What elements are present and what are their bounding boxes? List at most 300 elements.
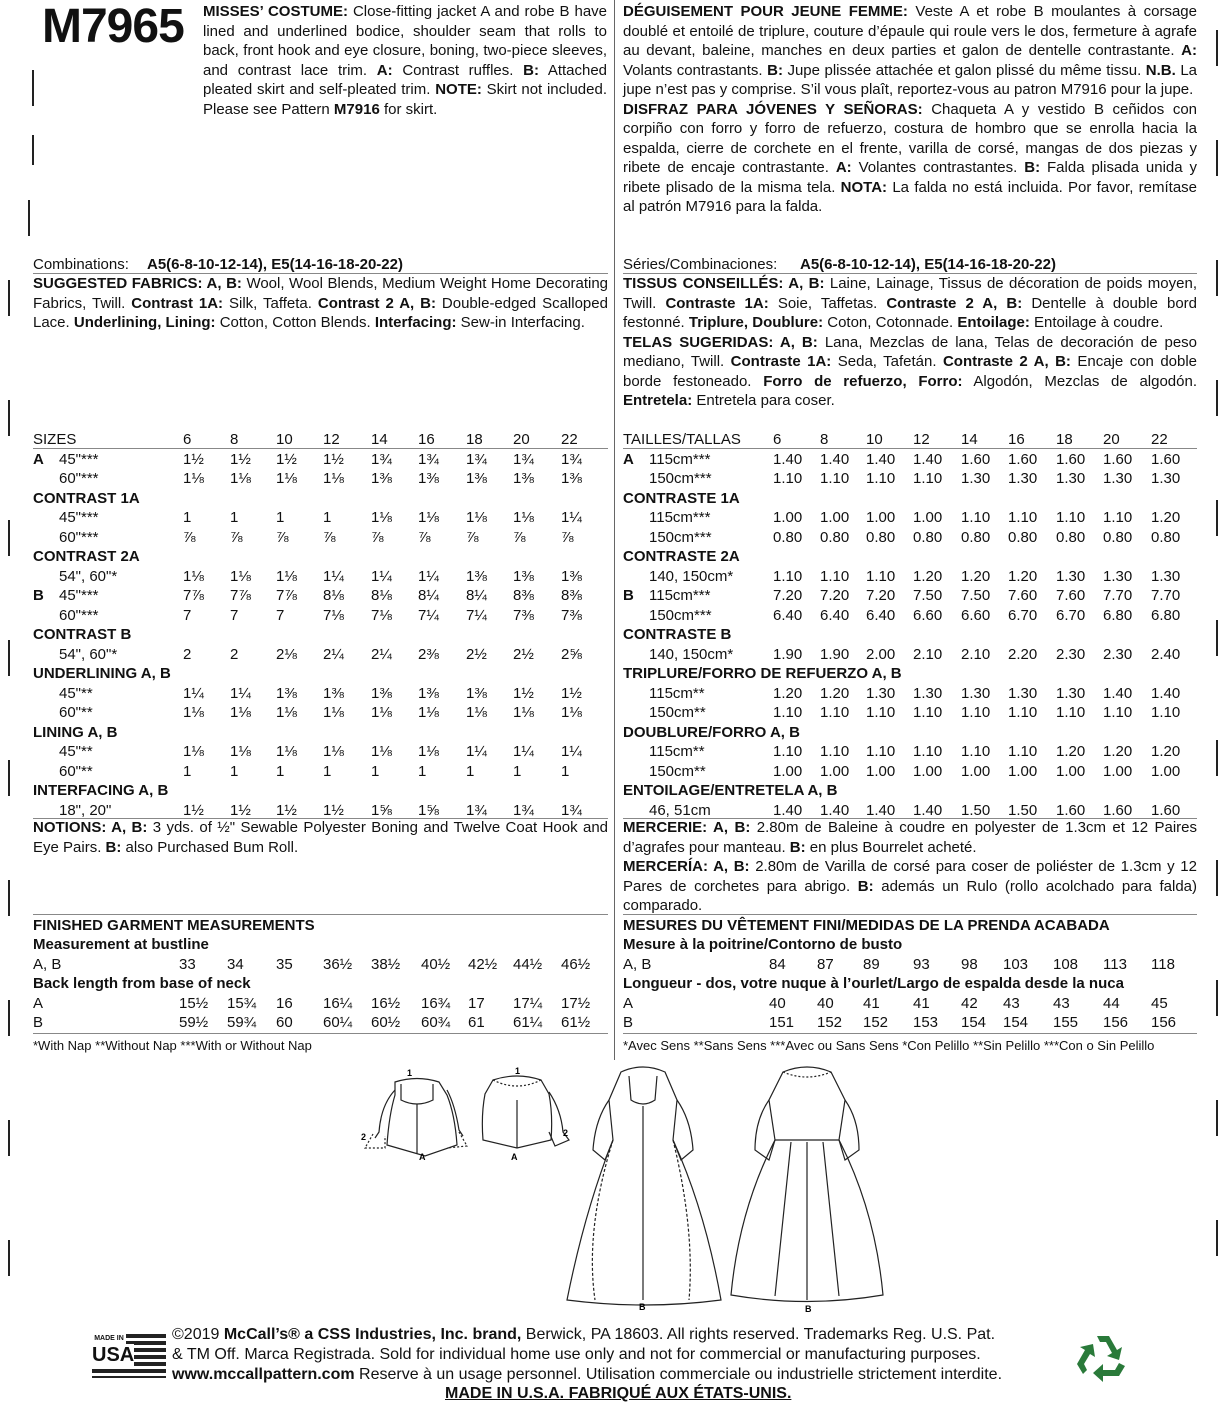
en-yardage-cell: 1½ bbox=[323, 801, 344, 819]
en-fabrics: SUGGESTED FABRICS: A, B: Wool, Wool Blends, Medium Weight Home Decorating Fabrics, Twill. Contrast 1A: Silk, Taffeta. Contrast 2 A, B: Double-edged Scalloped Lace. Underlining, Lining: Cotton, Cotton Blends. Interfacing: Sew-in Interfacing. bbox=[33, 275, 609, 331]
en-yardage-cell: 1⅛ bbox=[466, 509, 487, 526]
fr-yardage-cell: 0.80 bbox=[961, 528, 991, 546]
fr-yardage-cell: 1.20 bbox=[1151, 743, 1181, 760]
fr-yardage-cell: 1.00 bbox=[866, 509, 896, 526]
footer-line-2: & TM Off. Marca Registrada. Sold for individual home use only and not for commercial or manufacturing purposes. bbox=[172, 1346, 981, 1363]
en-yardage-cell: 1⅜ bbox=[371, 470, 392, 487]
en-yardage-cell: 1⅛ bbox=[513, 704, 534, 721]
fr-yardage-cell: 1.60 bbox=[1151, 801, 1181, 819]
en-measure-cell: 33 bbox=[179, 956, 196, 973]
en-yardage-cell: 1⅛ bbox=[276, 567, 297, 585]
fr-yardage-row: 150cm*** 0.80 0.80 0.80 0.80 0.80 0.80 0.80 0.80 0.80 bbox=[649, 528, 1181, 546]
en-size-12: 12 bbox=[323, 431, 340, 448]
en-yardage-cell: 1½ bbox=[323, 450, 344, 468]
fr-yardage-cell: 7.20 bbox=[773, 587, 803, 604]
recycle-icon bbox=[1075, 1330, 1131, 1386]
en-yardage-cell: 1 bbox=[276, 762, 285, 780]
en-yardage-row: 60"*** 7 7 7 7⅛ 7⅛ 7¼ 7¼ 7⅜ 7⅜ bbox=[59, 606, 582, 624]
fr-yardage-cell: 1.90 bbox=[773, 645, 803, 663]
en-yardage-cell: 1 bbox=[418, 762, 427, 780]
fr-yardage-cell: 2.20 bbox=[1008, 645, 1038, 663]
en-fabric-heading: INTERFACING A, B bbox=[33, 782, 169, 799]
en-yardage-cell: 8⅛ bbox=[371, 587, 392, 604]
en-yardage-row: 45"*** 1 1 1 1 1⅛ 1⅛ 1⅛ 1⅛ 1¼ bbox=[59, 509, 582, 526]
fr-yardage-cell: 6.40 bbox=[773, 606, 803, 624]
en-yardage-cell: 1⅛ bbox=[371, 704, 392, 721]
fr-yardage-cell: 1.20 bbox=[820, 684, 850, 702]
fr-yardage-row: 150cm*** 1.10 1.10 1.10 1.10 1.30 1.30 1.30 1.30 1.30 bbox=[649, 470, 1181, 487]
fr-yardage-cell: 1.30 bbox=[1008, 470, 1038, 487]
fr-fabric-heading: TRIPLURE/FORRO DE REFUERZO A, B bbox=[623, 665, 902, 682]
fr-yardage-cell: 2.00 bbox=[866, 645, 896, 663]
fr-yardage-cell: 1.10 bbox=[961, 704, 991, 721]
fr-yardage-cell: 6.60 bbox=[913, 606, 943, 624]
en-yardage-cell: 2¼ bbox=[371, 645, 392, 663]
en-yardage-cell: 7⅞ bbox=[230, 587, 251, 604]
en-yardage-cell: 1 bbox=[561, 762, 570, 780]
fr-measure-cell: 40 bbox=[769, 995, 786, 1012]
en-yardage-cell: 1¾ bbox=[513, 450, 534, 468]
en-yardage-cell: 7⅜ bbox=[513, 606, 534, 624]
fr-yardage-cell: 6.80 bbox=[1103, 606, 1133, 624]
fr-size-12: 12 bbox=[913, 431, 930, 448]
fr-yardage-cell: 1.10 bbox=[1103, 509, 1133, 526]
en-size-16: 16 bbox=[418, 431, 435, 448]
fr-yardage-cell: 2.30 bbox=[1103, 645, 1133, 663]
fr-yardage-cell: 1.40 bbox=[913, 450, 943, 468]
en-size-8: 8 bbox=[230, 431, 239, 448]
fr-fabric-heading: DOUBLURE/FORRO A, B bbox=[623, 723, 800, 741]
fr-yardage-cell: 1.00 bbox=[820, 509, 850, 526]
en-yardage-cell: 1⅛ bbox=[230, 470, 251, 487]
en-yardage-cell: 1⅜ bbox=[466, 567, 487, 585]
fr-measure-cell: 151 bbox=[769, 1014, 795, 1031]
fr-size-18: 18 bbox=[1056, 431, 1073, 448]
fr-yardage-cell: 1.40 bbox=[866, 801, 896, 819]
fr-yardage-cell: 0.80 bbox=[1103, 528, 1133, 546]
fr-yardage-cell: 2.30 bbox=[1056, 645, 1086, 663]
fr-measure-cell: 153 bbox=[913, 1014, 939, 1031]
fr-measure-cell: 84 bbox=[769, 956, 786, 973]
fr-yardage-row: B 115cm*** 7.20 7.20 7.20 7.50 7.50 7.60 7.60 7.70 7.70 bbox=[623, 587, 1181, 604]
fr-yardage-row: 115cm*** 1.00 1.00 1.00 1.00 1.10 1.10 1.10 1.10 1.20 bbox=[649, 509, 1181, 526]
en-measure-cell: 59½ bbox=[179, 1014, 209, 1031]
en-yardage-cell: 7⅞ bbox=[183, 587, 204, 604]
en-sizes-header bbox=[33, 430, 608, 450]
en-yardage-cell: 1⅝ bbox=[371, 801, 392, 819]
en-yardage-cell: 1¾ bbox=[418, 450, 439, 468]
en-yardage-cell: 1½ bbox=[183, 450, 204, 468]
fr-yardage-row: 140, 150cm* 1.10 1.10 1.10 1.20 1.20 1.20 1.30 1.30 1.30 bbox=[649, 567, 1181, 585]
en-yardage-cell: 1⅛ bbox=[323, 470, 344, 487]
fr-yardage-cell: 1.10 bbox=[1103, 704, 1133, 721]
en-yardage-cell: 1⅛ bbox=[561, 704, 582, 721]
fr-measure-cell: 113 bbox=[1103, 956, 1127, 973]
fr-back-b-row: B 151 152 152 153 154 154 155 156 156 bbox=[623, 1014, 1177, 1031]
en-yardage-cell: 1⅜ bbox=[418, 684, 439, 702]
en-yardage-cell: 2½ bbox=[466, 645, 487, 663]
en-yardage-cell: ⅞ bbox=[323, 528, 336, 546]
fr-yardage-cell: 1.30 bbox=[961, 684, 991, 702]
usa-text: USA bbox=[92, 1344, 135, 1366]
fr-measure-cell: 43 bbox=[1003, 995, 1020, 1012]
fr-es-description: DÉGUISEMENT POUR JEUNE FEMME: Veste A et robe B moulantes à corsage doublé et entoilé de triplure, couture d’épaule qui roule vers le dos, fermeture à agrafe au devant, baleine, manches en deux parties et galon de dentelle contrastante. A: Volants contrastants. B: Jupe plissée attachée et galon plissé du même tissu. N.B. La jupe n’est pas y comprise. S’il vous plaît, reportez-vous au patron M7916 pour la jupe. DISFRAZ PARA JÓVENES Y SEÑORAS: Chaqueta A y vestido B ceñidos con corpiño con forro y forro de refuerzo, costura de hombro que se enrolla hacia la espalda, cierre de corchete en el frente, varilla de corsé, mangas de dos piezas y ribete de encaje contrastante. A: Volantes contrastantes. B: Falda plisada unida y ribete plisado de la misma tela. NOTA: La falda no está incluida. Por favor, remítase al patrón M7916 para la falda. bbox=[623, 3, 1198, 215]
fr-yardage-cell: 0.80 bbox=[820, 528, 850, 546]
fr-measure-cell: 156 bbox=[1151, 1014, 1177, 1031]
fr-yardage-cell: 6.70 bbox=[1008, 606, 1038, 624]
en-yardage-cell: 1¼ bbox=[418, 567, 439, 585]
en-yardage-cell: 1 bbox=[371, 762, 380, 780]
en-fabric-heading: CONTRAST 2A bbox=[33, 548, 140, 565]
en-measure-cell: 15½ bbox=[179, 995, 209, 1012]
fr-yardage-cell: 6.80 bbox=[1151, 606, 1181, 624]
fr-measure-cell: 45 bbox=[1151, 995, 1168, 1012]
fr-yardage-cell: 1.90 bbox=[820, 645, 850, 663]
en-fabric-heading: LINING A, B bbox=[33, 723, 118, 741]
fr-es-notions: MERCERIE: A, B: 2.80m de Baleine à coudre en polyester de 1.3cm et 12 Paires d’agrafes pour manteau. B: en plus Bourrelet acheté. MERCERÍA: A, B: 2.80m de Varilla de corsé para coser de poliéster de 1.3cm y 12 Pares de corchetes para abrigo. B: además un Rulo (rollo acolchado para falda) comparado. bbox=[623, 819, 1198, 914]
en-back-a-row: A 15½ 15¾ 16 16¼ 16½ 16¾ 17 17¼ 17½ bbox=[33, 995, 591, 1012]
en-fabric-heading: CONTRAST 1A bbox=[33, 489, 140, 507]
en-yardage-row: 54", 60"* 1⅛ 1⅛ 1⅛ 1¼ 1¼ 1¼ 1⅜ 1⅜ 1⅜ bbox=[59, 567, 582, 585]
en-yardage-row: 60"*** 1⅛ 1⅛ 1⅛ 1⅛ 1⅜ 1⅜ 1⅜ 1⅜ 1⅜ bbox=[59, 470, 582, 487]
en-yardage-cell: 7 bbox=[230, 606, 239, 624]
robe-b-back-drawing bbox=[731, 1067, 883, 1302]
en-yardage-cell: ⅞ bbox=[561, 528, 574, 546]
fr-size-8: 8 bbox=[820, 431, 829, 448]
fr-yardage-cell: 0.80 bbox=[1008, 528, 1038, 546]
fr-yardage-cell: 1.10 bbox=[913, 704, 943, 721]
en-yardage-cell: 7⅛ bbox=[323, 606, 344, 624]
en-size-14: 14 bbox=[371, 431, 388, 448]
en-yardage-cell: 1⅜ bbox=[418, 470, 439, 487]
fr-yardage-cell: 1.10 bbox=[773, 743, 803, 760]
en-yardage-cell: 1⅜ bbox=[323, 684, 344, 702]
en-yardage-cell: 1⅜ bbox=[466, 470, 487, 487]
fr-yardage-cell: 1.30 bbox=[913, 684, 943, 702]
fr-yardage-cell: 6.60 bbox=[961, 606, 991, 624]
fr-yardage-cell: 1.30 bbox=[1056, 567, 1086, 585]
fr-size-14: 14 bbox=[961, 431, 978, 448]
fr-yardage-cell: 1.10 bbox=[866, 567, 896, 585]
en-bust-row: A, B 33 34 35 36½ 38½ 40½ 42½ 44½ 46½ bbox=[33, 956, 591, 973]
fr-yardage-cell: 1.40 bbox=[913, 801, 943, 819]
en-yardage-cell: 1¼ bbox=[183, 684, 204, 702]
en-yardage-cell: 1⅛ bbox=[418, 743, 439, 760]
en-yardage-cell: 1⅛ bbox=[183, 567, 204, 585]
fr-measure-cell: 43 bbox=[1053, 995, 1070, 1012]
fr-yardage-cell: 1.10 bbox=[1008, 743, 1038, 760]
en-yardage-cell: 1¾ bbox=[561, 450, 582, 468]
fr-measure-cell: 87 bbox=[817, 956, 834, 973]
en-yardage-cell: 1¼ bbox=[513, 743, 534, 760]
fr-yardage-row: 150cm*** 6.40 6.40 6.40 6.60 6.60 6.70 6.70 6.80 6.80 bbox=[649, 606, 1181, 624]
en-yardage-cell: 1⅜ bbox=[466, 684, 487, 702]
en-yardage-cell: 1 bbox=[276, 509, 285, 526]
en-yardage-cell: 1½ bbox=[276, 450, 297, 468]
fr-yardage-cell: 7.70 bbox=[1151, 587, 1181, 604]
fr-fabric-heading: ENTOILAGE/ENTRETELA A, B bbox=[623, 782, 838, 799]
fr-yardage-cell: 6.70 bbox=[1056, 606, 1086, 624]
en-yardage-cell: 1⅜ bbox=[561, 470, 582, 487]
fr-yardage-cell: 1.10 bbox=[1008, 509, 1038, 526]
en-yardage-cell: 2⅛ bbox=[276, 645, 297, 663]
fr-yardage-cell: 1.20 bbox=[1008, 567, 1038, 585]
fr-yardage-cell: 0.80 bbox=[913, 528, 943, 546]
fr-yardage-cell: 1.30 bbox=[1151, 567, 1181, 585]
fr-yardage-cell: 7.20 bbox=[866, 587, 896, 604]
en-yardage-cell: 1¼ bbox=[371, 567, 392, 585]
en-measure-cell: 16 bbox=[276, 995, 293, 1012]
center-divider bbox=[614, 0, 615, 1060]
en-measure-cell: 16¾ bbox=[421, 995, 451, 1012]
en-yardage-cell: ⅞ bbox=[371, 528, 384, 546]
fr-yardage-cell: 1.40 bbox=[820, 450, 850, 468]
fr-back-a-row: A 40 40 41 41 42 43 43 44 45 bbox=[623, 995, 1168, 1012]
en-sizes-label: SIZES bbox=[33, 431, 77, 448]
jacket-a-front-drawing bbox=[365, 1079, 467, 1157]
made-in-usa-badge bbox=[92, 1334, 166, 1378]
en-measure-cell: 61½ bbox=[561, 1014, 591, 1031]
en-yardage-cell: 1⅛ bbox=[276, 470, 297, 487]
en-yardage-cell: 1¾ bbox=[513, 801, 534, 819]
fr-yardage-cell: 1.10 bbox=[866, 743, 896, 760]
en-yardage-cell: 1½ bbox=[230, 801, 251, 819]
fr-yardage-cell: 0.80 bbox=[1151, 528, 1181, 546]
fr-sizes-label: TAILLES/TALLAS bbox=[623, 431, 741, 448]
en-yardage-cell: 2 bbox=[183, 645, 192, 663]
fr-measure-cell: 89 bbox=[863, 956, 880, 973]
en-yardage-cell: 1¾ bbox=[466, 450, 487, 468]
en-description: MISSES’ COSTUME: Close-fitting jacket A and robe B have lined and underlined bodice, shoulder seam that rolls to back, front hook and eye closure, boning, two-piece sleeves, and contrast lace trim. A: Contrast ruffles. B: Attached pleated skirt and self-pleated trim. NOTE: Skirt not included. Please see Pattern M7916 for skirt. bbox=[203, 3, 608, 118]
fr-bust-row: A, B 84 87 89 93 98 103 108 113 118 bbox=[623, 956, 1175, 973]
en-yardage-cell: 1⅝ bbox=[418, 801, 439, 819]
en-yardage-cell: ⅞ bbox=[418, 528, 431, 546]
fr-measure-cell: 44 bbox=[1103, 995, 1120, 1012]
en-yardage-cell: 1⅛ bbox=[418, 509, 439, 526]
fr-yardage-cell: 1.40 bbox=[773, 450, 803, 468]
en-yardage-cell: 7⅞ bbox=[276, 587, 297, 604]
fr-measure-cell: 152 bbox=[817, 1014, 843, 1031]
fr-yardage-cell: 7.50 bbox=[913, 587, 943, 604]
fr-yardage-cell: 1.20 bbox=[913, 567, 943, 585]
en-yardage-row: 18", 20" 1½ 1½ 1½ 1½ 1⅝ 1⅝ 1¾ 1¾ 1¾ bbox=[59, 801, 582, 819]
en-yardage-row: 54", 60"* 2 2 2⅛ 2¼ 2¼ 2⅜ 2½ 2½ 2⅝ bbox=[59, 645, 582, 663]
en-measure-cell: 17¼ bbox=[513, 995, 543, 1012]
fr-yardage-cell: 1.10 bbox=[1151, 704, 1181, 721]
en-measure-cell: 46½ bbox=[561, 956, 591, 973]
en-yardage-cell: 2¼ bbox=[323, 645, 344, 663]
fr-yardage-cell: 1.10 bbox=[866, 704, 896, 721]
fr-yardage-cell: 1.60 bbox=[1103, 450, 1133, 468]
fr-yardage-cell: 1.20 bbox=[1056, 743, 1086, 760]
fr-yardage-cell: 1.20 bbox=[1103, 743, 1133, 760]
fr-yardage-row: 150cm** 1.10 1.10 1.10 1.10 1.10 1.10 1.10 1.10 1.10 bbox=[649, 704, 1181, 721]
fr-size-10: 10 bbox=[866, 431, 883, 448]
fr-yardage-cell: 7.70 bbox=[1103, 587, 1133, 604]
en-yardage-cell: ⅞ bbox=[183, 528, 196, 546]
en-size-6: 6 bbox=[183, 431, 192, 448]
fr-yardage-cell: 7.60 bbox=[1008, 587, 1038, 604]
fr-yardage-cell: 1.60 bbox=[1008, 450, 1038, 468]
view-label-2-right: 2 bbox=[563, 1128, 569, 1138]
fr-yardage-cell: 1.30 bbox=[1103, 567, 1133, 585]
en-yardage-row: 45"** 1¼ 1¼ 1⅜ 1⅜ 1⅜ 1⅜ 1⅜ 1½ 1½ bbox=[59, 684, 582, 702]
en-yardage-cell: 1¾ bbox=[371, 450, 392, 468]
en-measure-cell: 17 bbox=[468, 995, 485, 1012]
en-yardage-cell: 1⅜ bbox=[513, 567, 534, 585]
en-measure-cell: 38½ bbox=[371, 956, 401, 973]
en-fabric-heading: CONTRAST B bbox=[33, 626, 132, 643]
fr-yardage-cell: 1.00 bbox=[913, 509, 943, 526]
en-yardage-cell: ⅞ bbox=[466, 528, 479, 546]
en-yardage-cell: 1⅛ bbox=[323, 743, 344, 760]
fr-yardage-row: 140, 150cm* 1.90 1.90 2.00 2.10 2.10 2.20 2.30 2.30 2.40 bbox=[649, 645, 1181, 663]
fr-yardage-cell: 1.10 bbox=[773, 470, 803, 487]
en-yardage-cell: 2 bbox=[230, 645, 239, 663]
en-yardage-cell: 7 bbox=[276, 606, 285, 624]
footer-url[interactable]: www.mccallpattern.com bbox=[172, 1366, 355, 1383]
fr-rule-finished bbox=[623, 914, 1197, 915]
en-yardage-cell: 1⅛ bbox=[371, 743, 392, 760]
fr-yardage-cell: 1.10 bbox=[913, 743, 943, 760]
fr-yardage-cell: 1.10 bbox=[866, 470, 896, 487]
fr-yardage-cell: 7.60 bbox=[1056, 587, 1086, 604]
en-yardage-cell: 1⅛ bbox=[466, 704, 487, 721]
en-measure-cell: 60¾ bbox=[421, 1014, 451, 1031]
en-notions: NOTIONS: A, B: 3 yds. of ½" Sewable Polyester Boning and Twelve Coat Hook and Eye Pairs. B: also Purchased Bum Roll. bbox=[33, 819, 609, 856]
fr-yardage-cell: 1.20 bbox=[961, 567, 991, 585]
en-measure-cell: 16¼ bbox=[323, 995, 353, 1012]
en-yardage-cell: 1⅜ bbox=[276, 684, 297, 702]
en-yardage-cell: 7⅜ bbox=[561, 606, 582, 624]
en-rule-nap bbox=[33, 1033, 608, 1034]
fr-yardage-cell: 1.50 bbox=[961, 801, 991, 819]
fr-yardage-cell: 1.40 bbox=[866, 450, 896, 468]
fr-size-20: 20 bbox=[1103, 431, 1120, 448]
fr-yardage-cell: 0.80 bbox=[866, 528, 896, 546]
fr-yardage-cell: 1.10 bbox=[820, 470, 850, 487]
en-size-20: 20 bbox=[513, 431, 530, 448]
en-yardage-cell: 1½ bbox=[230, 450, 251, 468]
fr-yardage-cell: 1.00 bbox=[913, 762, 943, 780]
fr-measure-cell: 98 bbox=[961, 956, 978, 973]
en-yardage-cell: 1⅜ bbox=[371, 684, 392, 702]
fr-size-6: 6 bbox=[773, 431, 782, 448]
en-yardage-cell: 1 bbox=[513, 762, 522, 780]
en-yardage-cell: 1½ bbox=[561, 684, 582, 702]
fr-yardage-cell: 0.80 bbox=[773, 528, 803, 546]
fr-yardage-cell: 1.40 bbox=[1151, 684, 1181, 702]
en-yardage-cell: 1½ bbox=[183, 801, 204, 819]
en-measure-cell: 34 bbox=[227, 956, 244, 973]
en-yardage-cell: 1⅛ bbox=[183, 743, 204, 760]
fr-yardage-cell: 1.20 bbox=[1151, 509, 1181, 526]
en-yardage-cell: 1½ bbox=[276, 801, 297, 819]
en-size-22: 22 bbox=[561, 431, 578, 448]
en-yardage-cell: 1 bbox=[466, 762, 475, 780]
robe-b-front-drawing bbox=[567, 1067, 721, 1305]
en-yardage-cell: 1 bbox=[323, 762, 332, 780]
en-yardage-cell: 1 bbox=[323, 509, 332, 526]
view-label-2-left: 2 bbox=[361, 1132, 367, 1142]
en-yardage-cell: 7 bbox=[183, 606, 192, 624]
fr-yardage-cell: 0.80 bbox=[1056, 528, 1086, 546]
made-in-text: MADE IN bbox=[92, 1334, 126, 1344]
en-measure-cell: 17½ bbox=[561, 995, 591, 1012]
fr-yardage-cell: 1.10 bbox=[820, 567, 850, 585]
fr-yardage-cell: 1.40 bbox=[773, 801, 803, 819]
fr-yardage-cell: 1.10 bbox=[1008, 704, 1038, 721]
fr-yardage-cell: 1.00 bbox=[1103, 762, 1133, 780]
fr-yardage-cell: 1.30 bbox=[1151, 470, 1181, 487]
fr-yardage-cell: 7.20 bbox=[820, 587, 850, 604]
fr-yardage-cell: 1.00 bbox=[1151, 762, 1181, 780]
en-yardage-cell: 8⅛ bbox=[323, 587, 344, 604]
view-label-b-front: B bbox=[639, 1302, 646, 1312]
fr-yardage-cell: 1.10 bbox=[1056, 704, 1086, 721]
fr-yardage-cell: 1.10 bbox=[773, 567, 803, 585]
en-yardage-cell: 1¼ bbox=[561, 743, 582, 760]
en-yardage-cell: 8⅜ bbox=[561, 587, 582, 604]
en-yardage-cell: ⅞ bbox=[276, 528, 289, 546]
fr-measure-cell: 154 bbox=[961, 1014, 987, 1031]
fr-yardage-cell: 1.00 bbox=[1056, 762, 1086, 780]
en-yardage-row: 60"** 1⅛ 1⅛ 1⅛ 1⅛ 1⅛ 1⅛ 1⅛ 1⅛ 1⅛ bbox=[59, 704, 582, 721]
en-yardage-cell: 1¼ bbox=[230, 684, 251, 702]
footer-line-4: MADE IN U.S.A. FABRIQUÉ AUX ÉTATS-UNIS. bbox=[445, 1385, 792, 1402]
fr-yardage-cell: 1.00 bbox=[1008, 762, 1038, 780]
en-yardage-cell: 1⅛ bbox=[183, 470, 204, 487]
fr-yardage-cell: 1.30 bbox=[1103, 470, 1133, 487]
fr-yardage-cell: 1.60 bbox=[961, 450, 991, 468]
en-yardage-cell: 2½ bbox=[513, 645, 534, 663]
en-yardage-cell: 1 bbox=[230, 509, 239, 526]
fr-measure-cell: 118 bbox=[1151, 956, 1175, 973]
en-measure-cell: 60 bbox=[276, 1014, 293, 1031]
fr-size-16: 16 bbox=[1008, 431, 1025, 448]
fr-es-fabrics: TISSUS CONSEILLÉS: A, B: Laine, Lainage, Tissus de décoration de poids moyen, Twill. Contraste 1A: Soie, Taffetas. Contraste 2 A, B: Dentelle à double bord festonné. Triplure, Doublure: Coton, Cotonnade. Entoilage: Entoilage à coudre. TELAS SUGERIDAS: A, B: Lana, Mezclas de lana, Telas de decoración de peso mediano, Twill. Contraste 1A: Seda, Tafetán. Contraste 2 A, B: Encaje con doble borde festoneado. Forro de refuerzo, Forro: Algodón, Mezclas de algodón. Entretela: Entretela para coser. bbox=[623, 275, 1198, 409]
en-size-18: 18 bbox=[466, 431, 483, 448]
en-yardage-cell: 7¼ bbox=[418, 606, 439, 624]
en-yardage-cell: 1 bbox=[183, 762, 192, 780]
en-yardage-row: 60"*** ⅞ ⅞ ⅞ ⅞ ⅞ ⅞ ⅞ ⅞ ⅞ bbox=[59, 528, 574, 546]
en-yardage-cell: 1¼ bbox=[561, 509, 582, 526]
fr-yardage-cell: 2.10 bbox=[961, 645, 991, 663]
en-yardage-cell: 1⅜ bbox=[561, 567, 582, 585]
en-yardage-cell: 1 bbox=[183, 509, 192, 526]
en-yardage-cell: 2⅜ bbox=[418, 645, 439, 663]
en-yardage-cell: 1¾ bbox=[561, 801, 582, 819]
en-yardage-cell: 8⅜ bbox=[513, 587, 534, 604]
fr-yardage-cell: 1.10 bbox=[913, 470, 943, 487]
fr-size-22: 22 bbox=[1151, 431, 1168, 448]
en-yardage-cell: 1⅛ bbox=[230, 704, 251, 721]
en-fabric-heading: UNDERLINING A, B bbox=[33, 665, 171, 682]
en-measure-cell: 61¼ bbox=[513, 1014, 543, 1031]
fr-measure-cell: 156 bbox=[1103, 1014, 1129, 1031]
fr-measure-cell: 41 bbox=[863, 995, 880, 1012]
fr-rule-nap bbox=[623, 1033, 1197, 1034]
fr-measure-cell: 155 bbox=[1053, 1014, 1079, 1031]
pattern-number: M7965 bbox=[42, 0, 184, 53]
fr-fabric-heading: CONTRASTE B bbox=[623, 626, 732, 643]
en-back-b-row: B 59½ 59¾ 60 60¼ 60½ 60¾ 61 61¼ 61½ bbox=[33, 1014, 591, 1031]
fr-measure-cell: 152 bbox=[863, 1014, 889, 1031]
en-yardage-cell: 1⅜ bbox=[513, 470, 534, 487]
fr-yardage-cell: 1.20 bbox=[773, 684, 803, 702]
fr-yardage-cell: 1.00 bbox=[773, 509, 803, 526]
fr-yardage-cell: 6.40 bbox=[820, 606, 850, 624]
